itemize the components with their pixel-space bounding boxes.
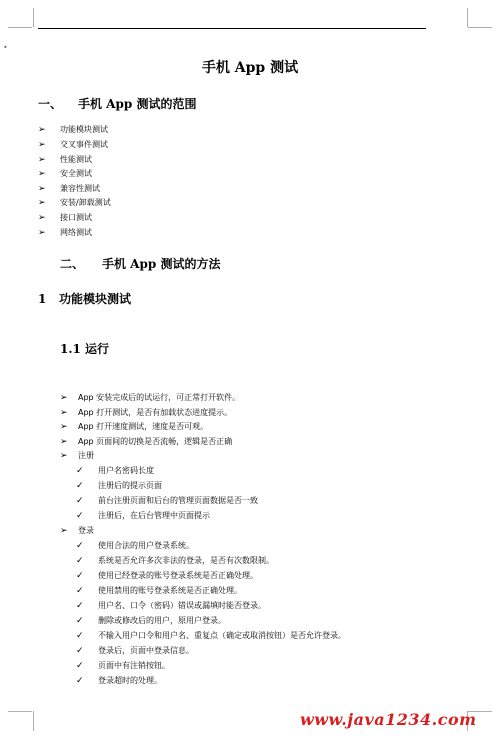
section-title: 运行 <box>85 342 110 356</box>
section-title: 手机 App 测试的方法 <box>102 257 221 271</box>
list-item: ➢ 兼容性测试 <box>38 184 100 194</box>
list-item: ➢ App 打开速度测试，速度是否可观。 <box>60 422 209 432</box>
check-item: ✓ 删除或修改后的用户，原用户登录。 <box>76 616 226 626</box>
list-item: ➢ 功能模块测试 <box>38 125 108 135</box>
checkmark-icon: ✓ <box>76 466 84 476</box>
watermark-url: www.java1234.com <box>300 710 477 729</box>
page-title: 手机 App 测试 <box>201 60 299 76</box>
section-number: 1 <box>38 292 47 306</box>
section-title: 手机 App 测试的范围 <box>78 97 197 111</box>
section-number: 二、 <box>60 257 85 271</box>
checkmark-icon: ✓ <box>76 586 84 596</box>
check-item: ✓ 系统是否允许多次非法的登录，是否有次数限制。 <box>76 556 274 566</box>
check-item: ✓ 使用已经登录的账号登录系统是否正确处理。 <box>76 571 258 581</box>
section-title: 功能模块测试 <box>59 292 132 306</box>
margin-dot: • <box>3 43 8 52</box>
bullet-arrow-icon: ➢ <box>38 155 46 165</box>
bullet-arrow-icon: ➢ <box>60 422 68 432</box>
crop-mark-top-right-v <box>467 8 468 27</box>
bullet-arrow-icon: ➢ <box>38 125 46 135</box>
check-item: ✓ 使用合法的用户登录系统。 <box>76 541 194 551</box>
list-item-login: ➢ 登录 <box>60 526 94 536</box>
crop-mark-top-right-h <box>468 27 492 28</box>
bullet-arrow-icon: ➢ <box>60 526 68 536</box>
crop-mark-top-left-h <box>8 27 32 28</box>
checkmark-icon: ✓ <box>76 676 84 686</box>
checkmark-icon: ✓ <box>76 511 84 521</box>
header-rule <box>38 28 426 29</box>
check-item: ✓ 注册后，在后台管理中页面提示 <box>76 511 210 521</box>
list-item: ➢ 交叉事件测试 <box>38 140 108 150</box>
section-number: 1.1 <box>60 342 81 356</box>
crop-mark-top-left-v <box>33 8 34 27</box>
checkmark-icon: ✓ <box>76 481 84 491</box>
checkmark-icon: ✓ <box>76 541 84 551</box>
section-number: 一、 <box>38 97 63 111</box>
bullet-arrow-icon: ➢ <box>60 408 68 418</box>
list-item: ➢ 网络测试 <box>38 228 92 238</box>
bullet-arrow-icon: ➢ <box>60 451 68 461</box>
checkmark-icon: ✓ <box>76 661 84 671</box>
bullet-arrow-icon: ➢ <box>60 393 68 403</box>
check-item: ✓ 用户名、口令（密码）错误或漏填时能否登录。 <box>76 601 266 611</box>
bullet-arrow-icon: ➢ <box>38 198 46 208</box>
bullet-arrow-icon: ➢ <box>60 437 68 447</box>
checkmark-icon: ✓ <box>76 601 84 611</box>
bullet-arrow-icon: ➢ <box>38 169 46 179</box>
check-item: ✓ 用户名密码长度 <box>76 466 154 476</box>
crop-mark-bottom-left-h <box>8 711 32 712</box>
list-item: ➢ App 打开测试，是否有加载状态进度提示。 <box>60 408 233 418</box>
section-heading-functional <box>38 290 131 307</box>
checkmark-icon: ✓ <box>76 571 84 581</box>
bullet-arrow-icon: ➢ <box>38 228 46 238</box>
bullet-arrow-icon: ➢ <box>38 213 46 223</box>
section-heading-methods <box>60 255 220 272</box>
checkmark-icon: ✓ <box>76 556 84 566</box>
bullet-arrow-icon: ➢ <box>38 184 46 194</box>
check-item: ✓ 注册后的提示页面 <box>76 481 162 491</box>
crop-mark-bottom-left-v <box>33 711 34 731</box>
bullet-arrow-icon: ➢ <box>38 140 46 150</box>
checkmark-icon: ✓ <box>76 631 84 641</box>
list-item: ➢ 性能测试 <box>38 155 92 165</box>
section-heading-scope <box>38 95 196 112</box>
check-item: ✓ 登录后，页面中登录信息。 <box>76 646 194 656</box>
list-item: ➢ App 安装完成后的试运行，可正常打开软件。 <box>60 393 241 403</box>
subsection-heading-run <box>60 340 109 357</box>
checkmark-icon: ✓ <box>76 616 84 626</box>
check-item: ✓ 登录超时的处理。 <box>76 676 162 686</box>
list-item: ➢ 安全测试 <box>38 169 92 179</box>
list-item-register: ➢ 注册 <box>60 451 94 461</box>
list-item: ➢ App 页面间的切换是否流畅，逻辑是否正确 <box>60 437 233 447</box>
check-item: ✓ 不输入用户口令和用户名、重复点（确定或取消按钮）是否允许登录。 <box>76 631 346 641</box>
list-item: ➢ 接口测试 <box>38 213 92 223</box>
check-item: ✓ 页面中有注销按钮。 <box>76 661 170 671</box>
checkmark-icon: ✓ <box>76 646 84 656</box>
check-item: ✓ 前台注册页面和后台的管理页面数据是否一致 <box>76 496 258 506</box>
list-item: ➢ 安装/卸载测试 <box>38 198 111 208</box>
checkmark-icon: ✓ <box>76 496 84 506</box>
check-item: ✓ 使用禁用的账号登录系统是否正确处理。 <box>76 586 242 596</box>
